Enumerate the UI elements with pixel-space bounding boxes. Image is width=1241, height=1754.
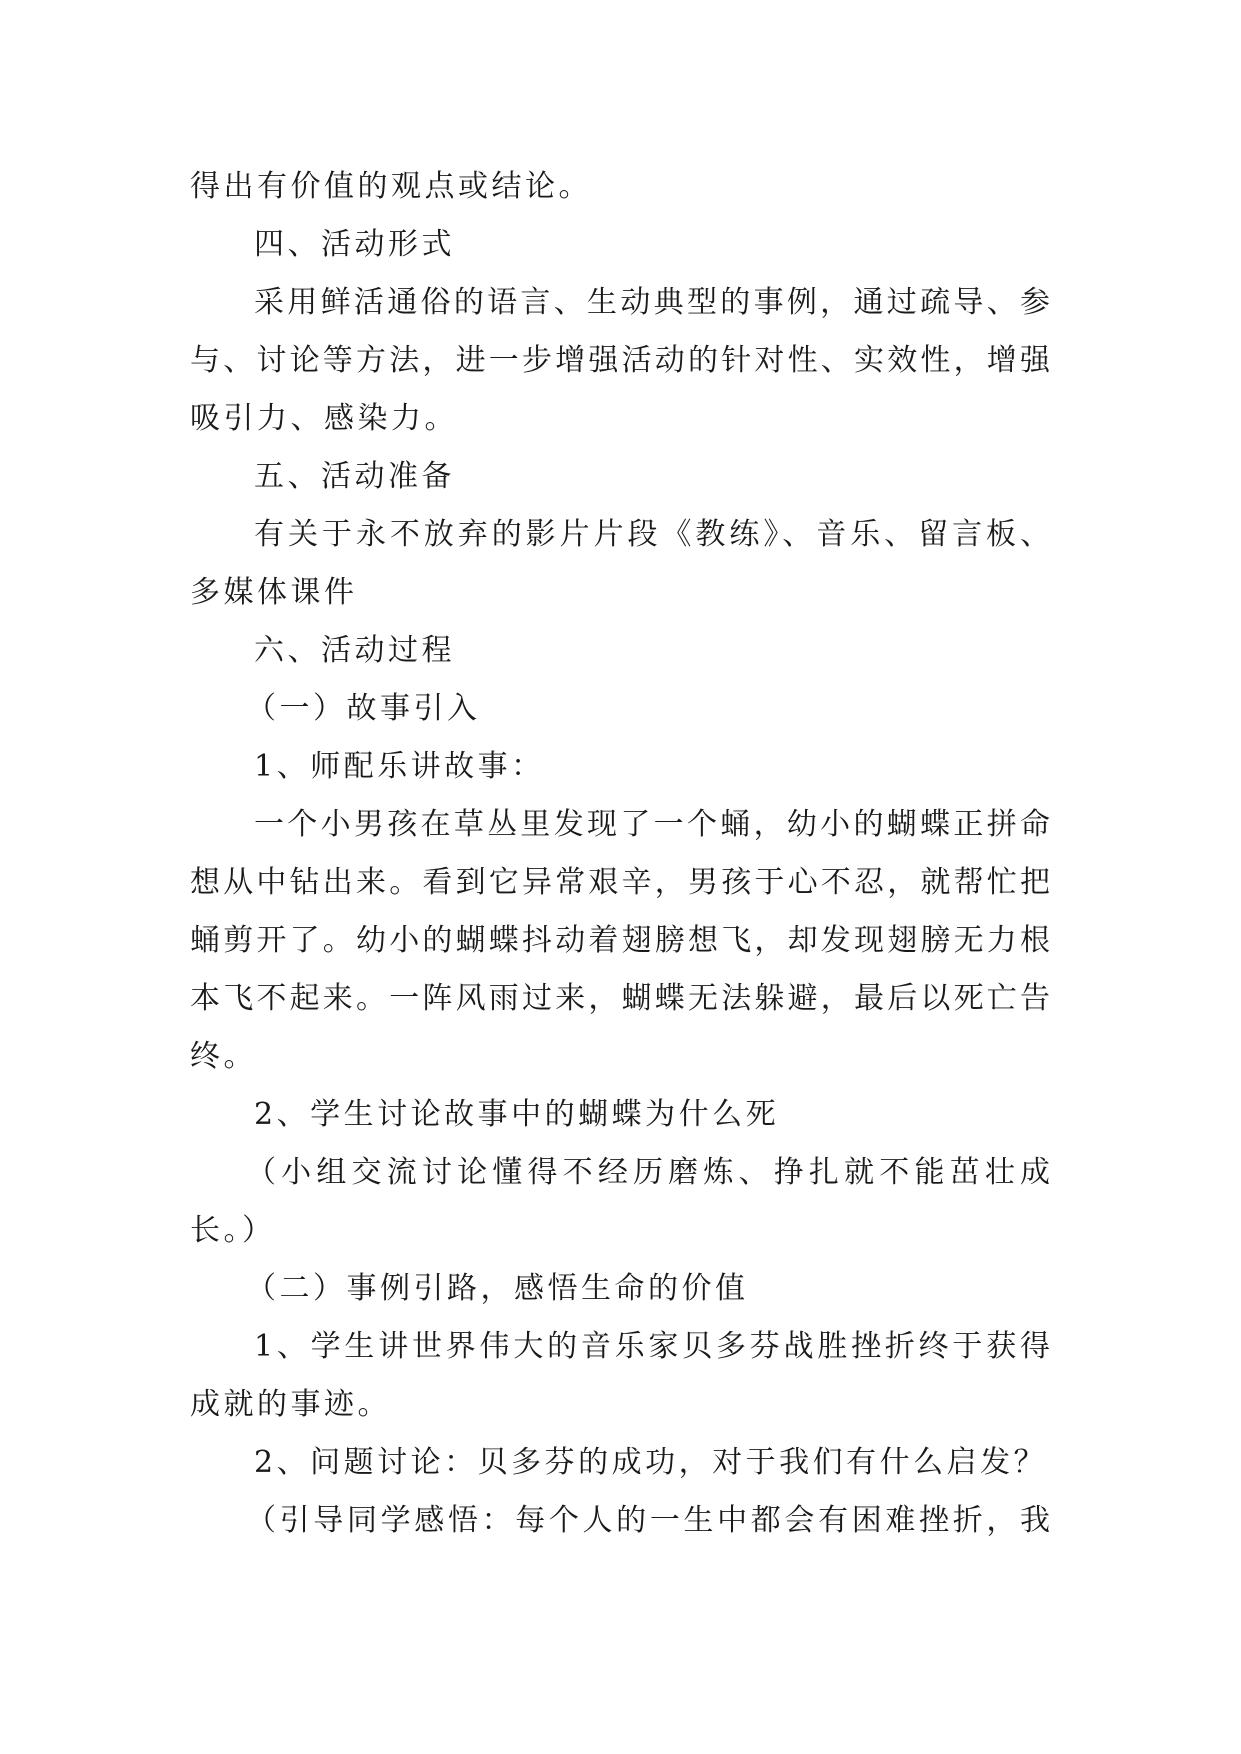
text-line: 多媒体课件 bbox=[190, 575, 358, 610]
subsection-heading: （二）事例引路，感悟生命的价值 bbox=[246, 1271, 749, 1306]
text-line: 终。 bbox=[190, 1039, 257, 1074]
section-heading: 五、活动准备 bbox=[254, 459, 455, 494]
text-line: 本飞不起来。一阵风雨过来，蝴蝶无法躲避，最后以死亡告 bbox=[190, 981, 1050, 1016]
text-line: （引导同学感悟：每个人的一生中都会有困难挫折，我 bbox=[246, 1503, 1050, 1538]
text-line: 蛹剪开了。幼小的蝴蝶抖动着翅膀想飞，却发现翅膀无力根 bbox=[190, 923, 1050, 958]
text-line: 得出有价值的观点或结论。 bbox=[190, 169, 592, 204]
text-line: 吸引力、感染力。 bbox=[190, 401, 458, 436]
text-line: 2、问题讨论：贝多芬的成功，对于我们有什么启发？ bbox=[254, 1445, 1048, 1480]
text-line: 想从中钻出来。看到它异常艰辛，男孩于心不忍，就帮忙把 bbox=[190, 865, 1050, 900]
text-line: 长。） bbox=[190, 1213, 276, 1248]
text-line: 1、师配乐讲故事： bbox=[254, 749, 545, 784]
subsection-heading: （一）故事引入 bbox=[246, 691, 481, 726]
text-line: 成就的事迹。 bbox=[190, 1387, 391, 1422]
text-line: 2、学生讨论故事中的蝴蝶为什么死 bbox=[254, 1097, 780, 1132]
text-line: （小组交流讨论懂得不经历磨炼、挣扎就不能茁壮成 bbox=[246, 1155, 1050, 1190]
text-line: 采用鲜活通俗的语言、生动典型的事例，通过疏导、参 bbox=[254, 285, 1050, 320]
text-line: 有关于永不放弃的影片片段《教练》、音乐、留言板、 bbox=[254, 517, 1050, 552]
text-line: 与、讨论等方法，进一步增强活动的针对性、实效性，增强 bbox=[190, 343, 1050, 378]
text-line: 一个小男孩在草丛里发现了一个蛹，幼小的蝴蝶正拼命 bbox=[254, 807, 1050, 842]
section-heading: 六、活动过程 bbox=[254, 633, 455, 668]
text-line: 1、学生讲世界伟大的音乐家贝多芬战胜挫折终于获得 bbox=[254, 1329, 1050, 1364]
section-heading: 四、活动形式 bbox=[254, 227, 455, 262]
document-page bbox=[190, 158, 1050, 1550]
